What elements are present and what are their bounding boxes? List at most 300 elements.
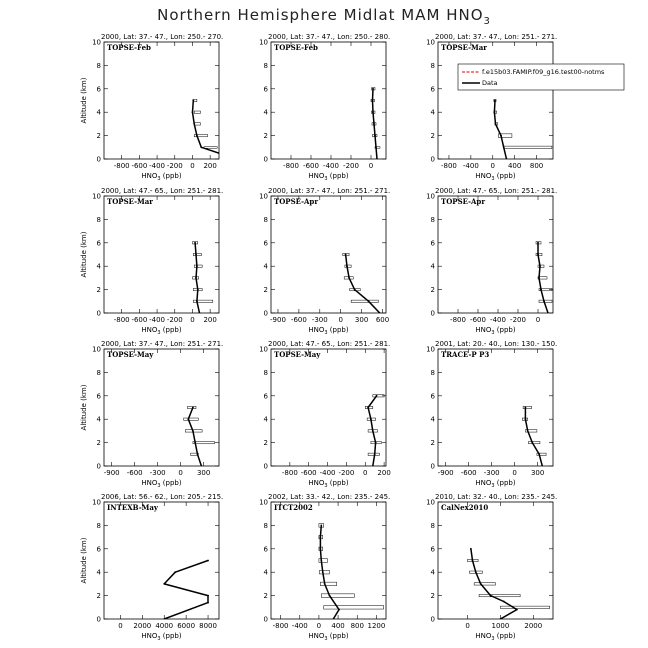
y-tick-label: 2: [96, 592, 101, 601]
y-tick-label: 10: [92, 192, 101, 201]
y-tick-label: 2: [263, 592, 268, 601]
x-tick-label: -800: [450, 316, 466, 324]
legend-model-label: f.e15b03.FAMIP.f09_g16.test00-notms: [482, 68, 605, 76]
data-range-box: [324, 606, 384, 610]
data-range-box: [321, 594, 354, 598]
plot-frame: [104, 196, 219, 313]
x-axis-label: $HNO_3$ (ppb): [141, 479, 182, 489]
data-point: [539, 265, 541, 267]
data-point: [374, 453, 376, 455]
data-range-box: [194, 265, 202, 267]
data-point: [540, 289, 542, 291]
y-tick-label: 10: [259, 38, 268, 47]
panel-label: TRACE-P P3: [441, 350, 490, 359]
data-point: [475, 571, 477, 573]
x-tick-label: -600: [131, 162, 148, 170]
panel-data: [184, 406, 215, 467]
data-point: [332, 618, 334, 620]
x-tick-label: -300: [149, 469, 166, 477]
data-point: [319, 536, 321, 538]
data-point: [195, 277, 197, 279]
x-axis-label: $HNO_3$ (ppb): [475, 172, 516, 182]
x-tick-label: 0: [338, 316, 343, 324]
data-point: [494, 100, 496, 102]
y-tick-label: 0: [430, 309, 435, 318]
data-point: [503, 146, 505, 148]
panel-label: TOPSE-Mar: [107, 197, 153, 206]
data-range-box: [193, 441, 214, 443]
data-range-box: [504, 146, 552, 148]
x-tick-label: 4000: [155, 622, 174, 630]
data-point: [196, 300, 198, 302]
x-axis-label: $HNO_3$ (ppb): [475, 479, 516, 489]
data-point: [207, 560, 209, 562]
data-point: [320, 525, 322, 527]
data-profile-line: [193, 101, 220, 154]
y-tick-label: 0: [430, 615, 435, 624]
y-tick-label: 0: [263, 615, 268, 624]
y-tick-label: 2: [96, 286, 101, 295]
panel-data: [468, 548, 550, 620]
x-tick-label: -400: [149, 316, 166, 324]
y-tick-label: 8: [96, 61, 101, 70]
x-tick-label: -200: [166, 316, 183, 324]
y-tick-label: 8: [430, 521, 435, 530]
x-tick-label: -800: [272, 622, 289, 630]
y-tick-label: 8: [430, 61, 435, 70]
data-profile-line: [188, 408, 201, 467]
y-tick-label: 0: [96, 309, 101, 318]
x-tick-label: -800: [113, 316, 130, 324]
data-point: [324, 583, 326, 585]
y-tick-label: 0: [96, 155, 101, 164]
x-tick-label: 800: [350, 622, 364, 630]
data-point: [354, 289, 356, 291]
x-tick-label: 200: [377, 469, 391, 477]
y-tick-label: 8: [263, 521, 268, 530]
panel-data: [192, 99, 220, 154]
data-point: [163, 583, 165, 585]
y-tick-label: 10: [259, 192, 268, 201]
y-tick-label: 6: [263, 392, 268, 401]
y-tick-label: 10: [426, 345, 435, 354]
y-tick-label: 2: [96, 132, 101, 141]
x-tick-label: 0: [316, 622, 322, 630]
x-tick-label: -800: [283, 162, 299, 170]
panel-data: [192, 242, 212, 314]
profile-panel-10: [80, 493, 223, 642]
y-tick-label: 4: [96, 568, 101, 577]
y-tick-label: 4: [263, 108, 268, 117]
y-tick-label: 4: [430, 262, 435, 271]
y-tick-label: 10: [92, 498, 101, 507]
panel-header: 2006, Lat: 56.- 62., Lon: 205.- 215.: [101, 493, 224, 501]
data-range-box: [536, 253, 542, 255]
x-tick-label: 0: [490, 162, 495, 170]
y-tick-label: 4: [430, 568, 435, 577]
x-tick-label: -800: [281, 469, 298, 477]
plot-frame: [104, 42, 219, 159]
data-range-box: [319, 559, 328, 563]
x-tick-label: -600: [126, 469, 143, 477]
panel-header: 2000, Lat: 37.- 47., Lon: 250.- 280.: [268, 33, 391, 41]
y-tick-label: 0: [430, 155, 435, 164]
y-tick-label: 10: [259, 345, 268, 354]
data-point: [503, 601, 505, 603]
y-tick-label: 6: [96, 85, 101, 94]
plot-frame: [271, 502, 386, 619]
data-point: [537, 242, 539, 244]
panel-label: TOPSE-May: [107, 350, 154, 359]
y-tick-label: 4: [263, 415, 268, 424]
y-tick-label: 2: [430, 439, 435, 448]
y-tick-label: 2: [263, 132, 268, 141]
y-tick-label: 0: [96, 615, 101, 624]
y-tick-label: 4: [430, 108, 435, 117]
panel-data: [343, 253, 381, 314]
data-point: [346, 265, 348, 267]
y-tick-label: 2: [430, 286, 435, 295]
data-point: [516, 609, 518, 611]
panel-header: 2000, Lat: 37.- 47., Lon: 251.- 271.: [101, 340, 224, 348]
data-point: [472, 560, 474, 562]
data-point: [199, 312, 201, 314]
data-point: [192, 100, 194, 102]
data-range-box: [539, 300, 552, 302]
data-point: [329, 595, 331, 597]
data-point: [379, 312, 381, 314]
y-tick-label: 8: [96, 368, 101, 377]
x-axis-label: $HNO_3$ (ppb): [141, 632, 182, 642]
y-axis-label: Altitude (km): [80, 77, 88, 124]
y-axis-label: Altitude (km): [80, 231, 88, 278]
plot-frame: [438, 502, 553, 619]
panel-header: 2001, Lat: 20.- 40., Lon: 130.- 150.: [435, 340, 558, 348]
x-tick-label: -200: [510, 316, 526, 324]
x-tick-label: -200: [338, 469, 355, 477]
data-point: [506, 158, 508, 160]
x-tick-label: -200: [166, 162, 183, 170]
x-tick-label: 0: [512, 469, 517, 477]
page-title-subscript: 3: [483, 16, 491, 27]
data-point: [207, 602, 209, 604]
x-tick-label: 0: [465, 622, 470, 630]
x-axis-label: $HNO_3$ (ppb): [308, 479, 349, 489]
x-tick-label: 0: [118, 622, 123, 630]
legend: [458, 64, 624, 90]
y-tick-label: 8: [96, 521, 101, 530]
panel-label: INTEXB-May: [107, 503, 158, 512]
data-point: [480, 583, 482, 585]
x-tick-label: -600: [470, 316, 486, 324]
data-point: [368, 300, 370, 302]
data-point: [192, 430, 194, 432]
data-point: [197, 289, 199, 291]
data-point: [375, 146, 377, 148]
panel-label: ITCT2002: [274, 503, 313, 512]
data-range-box: [538, 265, 544, 267]
x-tick-label: -600: [460, 469, 477, 477]
data-point: [527, 430, 529, 432]
x-tick-label: -400: [462, 162, 479, 170]
data-point: [200, 465, 202, 467]
x-tick-label: -300: [483, 469, 500, 477]
panel-header: 2000, Lat: 47.- 65., Lon: 251.- 281.: [435, 187, 558, 195]
panel-data: [522, 406, 546, 467]
profile-panel-12: [426, 493, 557, 642]
data-point: [345, 254, 347, 256]
data-point: [193, 123, 195, 125]
x-axis-label: $HNO_3$ (ppb): [475, 632, 516, 642]
y-tick-label: 0: [263, 462, 268, 471]
data-point: [372, 88, 374, 90]
x-tick-label: 0: [178, 469, 183, 477]
y-tick-label: 10: [426, 38, 435, 47]
profile-panel-4: [80, 187, 223, 336]
y-tick-label: 8: [263, 368, 268, 377]
profile-panel-3: [426, 33, 557, 182]
y-tick-label: 6: [263, 239, 268, 248]
y-tick-label: 10: [426, 192, 435, 201]
page-title-text: Northern Hemisphere Midlat MAM HNO: [157, 6, 484, 24]
data-point: [525, 407, 527, 409]
y-tick-label: 4: [263, 262, 268, 271]
data-point: [163, 618, 165, 620]
y-tick-label: 10: [92, 38, 101, 47]
panel-label: TOPSE-May: [274, 350, 321, 359]
y-tick-label: 8: [430, 368, 435, 377]
profile-panel-7: [80, 340, 223, 489]
x-tick-label: -800: [441, 162, 457, 170]
y-tick-label: 2: [430, 592, 435, 601]
y-tick-label: 6: [263, 545, 268, 554]
y-tick-label: 6: [96, 545, 101, 554]
data-point: [348, 277, 350, 279]
plot-frame: [104, 349, 219, 466]
panel-label: TOPSE-Apr: [441, 197, 486, 206]
y-tick-label: 10: [259, 498, 268, 507]
panel-label: TOPSE-Feb: [274, 43, 318, 52]
data-profile-line: [525, 408, 542, 467]
data-point: [319, 548, 321, 550]
x-axis-label: $HNO_3$ (ppb): [141, 326, 182, 336]
panel-data: [163, 560, 209, 620]
data-range-box: [193, 253, 201, 255]
data-range-box: [523, 406, 531, 408]
x-axis-label: $HNO_3$ (ppb): [475, 326, 516, 336]
y-tick-label: 6: [96, 392, 101, 401]
data-point: [194, 242, 196, 244]
plot-frame: [271, 42, 386, 159]
data-point: [547, 312, 549, 314]
data-point: [187, 418, 189, 420]
data-point: [200, 146, 202, 148]
x-axis-label: $HNO_3$ (ppb): [308, 172, 349, 182]
data-range-box: [474, 583, 495, 585]
panel-header: 2000, Lat: 37.- 47., Lon: 251.- 271.: [435, 33, 558, 41]
data-point: [338, 609, 340, 611]
x-tick-label: 200: [203, 162, 217, 170]
data-point: [207, 595, 209, 597]
panel-data: [536, 242, 552, 314]
x-tick-label: -400: [490, 316, 506, 324]
y-axis-label: Altitude (km): [80, 384, 88, 431]
profile-panel-5: [259, 187, 390, 336]
y-tick-label: 6: [430, 85, 435, 94]
data-point: [525, 418, 527, 420]
y-tick-label: 4: [96, 415, 101, 424]
data-range-box: [194, 123, 200, 125]
panel-header: 2000, Lat: 37.- 47., Lon: 251.- 271.: [268, 187, 391, 195]
data-point: [373, 123, 375, 125]
plot-frame: [104, 502, 219, 619]
panel-label: CalNex2010: [441, 503, 489, 512]
x-axis-label: $HNO_3$ (ppb): [141, 172, 182, 182]
y-tick-label: 2: [430, 132, 435, 141]
x-tick-label: -400: [149, 162, 166, 170]
x-tick-label: 800: [529, 162, 544, 170]
data-profile-line: [346, 255, 380, 314]
y-tick-label: 0: [263, 309, 268, 318]
x-tick-label: 0: [368, 162, 374, 170]
y-tick-label: 2: [263, 286, 268, 295]
legend-data-label: Data: [482, 79, 498, 87]
panel-header: 2010, Lat: 32.- 40., Lon: 235.- 245.: [435, 493, 558, 501]
x-tick-label: 300: [354, 316, 369, 324]
x-tick-label: -900: [103, 469, 120, 477]
x-tick-label: -400: [319, 469, 336, 477]
data-point: [372, 100, 374, 102]
x-tick-label: 300: [196, 469, 211, 477]
data-point: [500, 618, 502, 620]
data-point: [322, 571, 324, 573]
x-tick-label: 2000: [524, 622, 543, 630]
data-point: [320, 560, 322, 562]
panel-data: [494, 99, 552, 160]
data-point: [531, 442, 533, 444]
data-point: [537, 254, 539, 256]
data-range-box: [345, 265, 351, 267]
x-tick-label: 600: [375, 316, 390, 324]
x-tick-label: 400: [507, 162, 522, 170]
data-point: [543, 300, 545, 302]
data-range-box: [368, 453, 379, 455]
x-tick-label: 300: [530, 469, 545, 477]
panel-header: 2000, Lat: 37.- 47., Lon: 250.- 270.: [101, 33, 224, 41]
data-point: [370, 418, 372, 420]
data-point: [372, 430, 374, 432]
data-point: [375, 442, 377, 444]
data-point: [196, 265, 198, 267]
panel-label: TOPSE-Mar: [441, 43, 487, 52]
x-tick-label: -200: [343, 162, 359, 170]
data-point: [490, 595, 492, 597]
y-tick-label: 10: [92, 345, 101, 354]
x-tick-label: 0: [190, 162, 195, 170]
data-range-box: [479, 594, 520, 596]
profile-panel-6: [426, 187, 557, 336]
x-tick-label: -300: [311, 316, 328, 324]
data-range-box: [184, 418, 199, 420]
data-point: [374, 135, 376, 137]
profile-panel-8: [259, 340, 391, 489]
x-tick-label: -400: [323, 162, 339, 170]
data-range-box: [351, 300, 378, 302]
panel-header: 2000, Lat: 47.- 65., Lon: 251.- 281.: [268, 340, 391, 348]
data-point: [196, 135, 198, 137]
y-axis-label: Altitude (km): [80, 537, 88, 584]
data-point: [192, 111, 194, 113]
y-tick-label: 8: [96, 215, 101, 224]
x-tick-label: -400: [291, 622, 308, 630]
plot-frame: [271, 196, 386, 313]
data-point: [541, 465, 543, 467]
y-tick-label: 6: [430, 392, 435, 401]
x-tick-label: -900: [437, 469, 454, 477]
x-tick-label: 200: [203, 316, 217, 324]
y-tick-label: 10: [426, 498, 435, 507]
x-tick-label: -600: [300, 469, 317, 477]
y-tick-label: 2: [263, 439, 268, 448]
data-profile-line: [494, 101, 506, 160]
panel-label: TOPSE-Apr: [274, 197, 319, 206]
profile-panel-1: [80, 33, 223, 182]
x-tick-label: -900: [270, 316, 286, 324]
y-tick-label: 8: [263, 215, 268, 224]
data-point: [538, 453, 540, 455]
data-point: [494, 111, 496, 113]
data-point: [372, 111, 374, 113]
profile-panel-2: [259, 33, 390, 182]
x-axis-label: $HNO_3$ (ppb): [308, 326, 349, 336]
x-tick-label: -600: [303, 162, 319, 170]
data-range-box: [204, 147, 217, 149]
data-point: [538, 277, 540, 279]
y-tick-label: 0: [263, 155, 268, 164]
data-point: [500, 135, 502, 137]
panel-data: [371, 88, 380, 160]
data-point: [376, 158, 378, 160]
data-point: [174, 571, 176, 573]
x-tick-label: 6000: [177, 622, 196, 630]
data-range-box: [320, 582, 336, 586]
panel-label: TOPSE-Feb: [107, 43, 151, 52]
x-tick-label: 400: [331, 622, 345, 630]
data-point: [372, 465, 374, 467]
x-tick-label: 1200: [367, 622, 386, 630]
x-tick-label: -600: [131, 316, 148, 324]
y-tick-label: 6: [263, 85, 268, 94]
y-tick-label: 8: [263, 61, 268, 70]
y-tick-label: 4: [430, 415, 435, 424]
data-range-box: [528, 441, 540, 443]
y-tick-label: 0: [430, 462, 435, 471]
profile-panel-11: [259, 493, 390, 642]
x-tick-label: 0: [363, 469, 368, 477]
profile-panel-9: [426, 340, 557, 489]
y-tick-label: 2: [96, 439, 101, 448]
panel-header: 2002, Lat: 33.- 42., Lon: 235.- 245.: [268, 493, 391, 501]
data-point: [376, 395, 378, 397]
x-tick-label: 2000: [133, 622, 152, 630]
data-range-box: [500, 606, 549, 608]
x-axis-label: $HNO_3$ (ppb): [308, 632, 349, 642]
data-point: [218, 152, 220, 154]
data-range-box: [194, 111, 200, 113]
x-tick-label: -800: [113, 162, 130, 170]
y-tick-label: 6: [430, 545, 435, 554]
y-tick-label: 4: [263, 568, 268, 577]
